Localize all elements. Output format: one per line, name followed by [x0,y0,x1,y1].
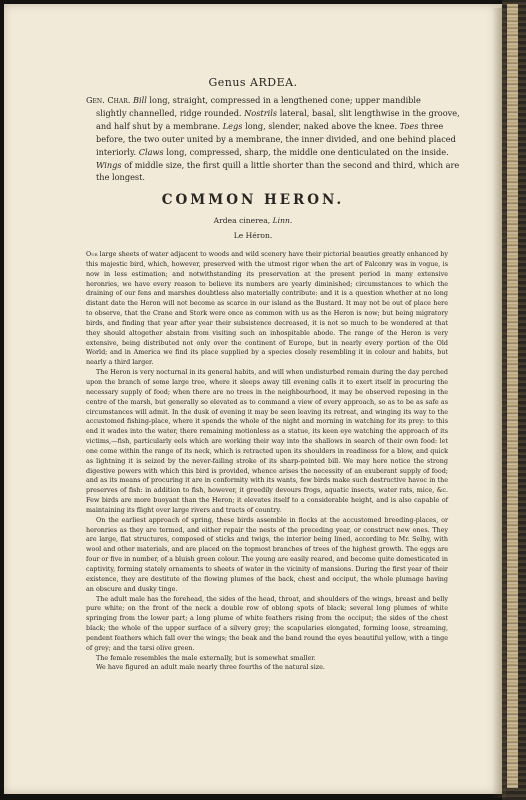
page-gutter-shadow [492,8,506,798]
char-text: long, compressed, sharp, the middle one denticulated on the inside. [163,146,449,157]
char-line [86,146,448,159]
char-text: of middle size, the first quill a little shorter than the second and third, which are [121,159,460,170]
char-term: Claws [138,146,164,157]
description-paragraph [86,654,448,664]
char-term: Bill [132,95,147,105]
description-paragraph [86,663,448,673]
char-text: slightly channelled, ridge rounded. [96,107,245,118]
species-description [86,250,448,673]
description-paragraph [86,368,448,516]
book-fore-edge-pages [507,4,518,788]
char-line [86,159,460,172]
char-text: before, the two outer united by a membrane, the inner divided, and one behind placed [96,133,456,144]
char-text: interiorly. [96,146,139,157]
char-text: lateral, basal, slit lengthwise in the groove, [277,107,460,118]
generic-characters [86,94,460,184]
species-title: COMMON HERON. [161,192,345,208]
description-paragraph [86,516,448,595]
paragraph-text: large sheets of water adjacent to woods and wild scenery have their pictorial beauties greatly enhanced by this majestic bird, which, however, preserved with the utmost rigor when the art of Falconry was in vogue, is now in less estimation; and notwithstanding its preservation at the present period in many extensive heronries, we have every reason to believe its numbers are yearly diminished; circumstances to which the draining of our fens and marshes doubtless also materially contribute: and it is a question whether at no long distant date the Heron will not become as scarce in our island as the Bustard. It may not be out of place here to observe, that the Crane and Stork were once as common with us as the Heron is now; but being migratory birds, and finding that year after year their subsistence decreased, it is not so much to be wondered at that they should altogether abstain from visiting such an inhospitable abode. The range of the Heron is very extensive, being distributed not only over the continent of Europe, but in nearly every portion of the Old World; and in America we find its place supplied by a species closely resembling it in colour and habits, but nearly a third larger. [86,250,448,367]
latin-authority: Linn. [272,216,293,225]
char-term: Toes [399,120,419,131]
char-text: and half shut by a membrane. [96,120,223,131]
char-text: three [418,120,444,131]
paragraph-text: The Heron is very nocturnal in its general habits, and will when undisturbed remain during the day perched upon the branch of some large tree, where it sleeps away till evening calls it to exert itself in procuring the necessary supply of food; when there are no trees in the neighbourhood, it may be observed reposing in the centre of the marsh, but generally so elevated as to command a view of every approach, so as to be as safe as circumstances will admit. In the dusk of evening it may be seen leaving its retreat, and winging its way to the accustomed fishing-place, where it spends the whole of the night and morning in watching for its prey: to this end it wades into the water, there remaining motionless as a statue, its keen eye watching the approach of its victims,—fish, particularly eels which are working their way into the shallows in search of their own food: let one come within the range of its neck, which is retracted upon its shoulders in readiness for a blow, and quick as lightning it is seized by the never-failing stroke of its sharp-pointed bill. We may here notice the strong digestive powers with which this bird is provided, whence arises the necessity of an exuberant supply of food; and as its means of procuring it are in conformity with its wants, few birds make such destructive havoc in the preserves of fish: in addition to fish, however, it greedily devours frogs, aquatic insects, water rats, mice, &c. Few birds are more buoyant than the Heron; it elevates itself to a considerable height, and is also capable of maintaining its flight over large rivers and tracts of country. [86,368,448,514]
description-paragraph [86,250,448,368]
paragraph-lead-word: Our [86,250,98,258]
latin-name-line [4,216,502,225]
char-text: the longest. [96,172,146,183]
paragraph-text: The adult male has the forehead, the sides of the head, throat, and shoulders of the wings, breast and belly pure white; on the front of the neck a double row of oblong spots of black; several long plumes of white springing from the lower part; a long plume of white feathers rising from the occiput; the sides of the chest black; the whole of the upper surface of a silvery grey; the scapularies elongated, forming loose, streaming, pendent feathers which fall over the wings; the beak and the band round the eyes beautiful yellow, with a tinge of grey; and the tarsi olive green. [86,594,448,652]
paragraph-text: On the earliest approach of spring, these birds assemble in flocks at the accustomed breeding-places, or heronries as they are termed, and either repair the nests of the preceding year, or construct new ones. They are large, flat structures, composed of sticks and twigs, the interior being lined, according to Mr. Selby, with wool and other materials, and are placed on the topmost branches of trees of the highest growth. The eggs are four or five in number, of a bluish green colour. The young are easily reared, and become quite domesticated in captivity, forming stately ornaments to sheets of water in the vicinity of mansions. During the first year of their existence, they are destitute of the flowing plumes of the back, chest and occiput, the whole plumage having an obscure and dusky tinge. [86,515,448,593]
char-line [86,94,448,107]
char-text: long, slender, naked above the knee. [242,120,400,131]
description-paragraph [86,595,448,654]
paragraph-text: The female resembles the male externally, but is somewhat smaller. [96,653,316,662]
char-term: Nostrils [244,107,278,118]
latin-name: Ardea cinerea, [213,216,271,225]
char-label: Gen. Char. [86,95,131,105]
char-term: Wings [96,159,122,170]
char-line [86,133,456,146]
char-line [86,107,460,120]
french-name: Le Héron. [233,231,273,240]
char-line [86,171,448,184]
genus-title: Genus ARDEA. [208,76,298,89]
char-text: long, straight, compressed in a lengthened cone; upper mandible [146,95,421,105]
char-line [86,120,448,133]
char-term: Legs [222,120,243,131]
book-page [4,4,502,794]
paragraph-text: We have figured an adult male nearly three fourths of the natural size. [96,663,325,672]
